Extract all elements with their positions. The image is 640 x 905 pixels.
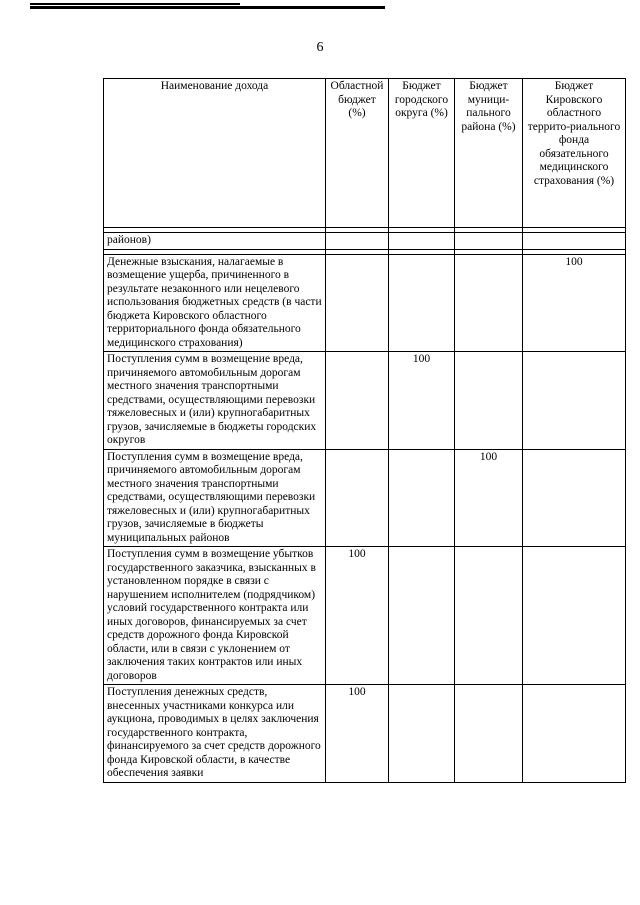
row-name: районов) <box>104 233 326 250</box>
row-value <box>389 685 455 783</box>
table-row <box>104 685 626 783</box>
row-value <box>389 449 455 547</box>
row-value <box>326 352 389 450</box>
scan-artifact-line <box>30 6 385 9</box>
row-value: 100 <box>389 352 455 450</box>
row-value <box>326 449 389 547</box>
row-value: 100 <box>455 449 523 547</box>
row-value: 100 <box>326 685 389 783</box>
row-value <box>389 254 455 352</box>
scan-artifact-line-short <box>30 3 240 5</box>
row-value: 100 <box>326 547 389 685</box>
row-name: Денежные взыскания, налагаемые в возмещение ущерба, причиненного в результате незаконного или нецелевого использования бюджетных средств (в части бюджета Кировского областного территориального фонда обязательного медицинского страхования) <box>104 254 326 352</box>
header-regional-budget: Областной бюджет (%) <box>326 79 389 228</box>
row-value <box>523 547 626 685</box>
row-value <box>523 352 626 450</box>
row-name: Поступления сумм в возмещение вреда, причиняемого автомобильным дорогам местного значения транспортными средствами, осуществляющими перевозки тяжеловесных и (или) крупногабаритных грузов, зачисляемые в бюджеты городских округов <box>104 352 326 450</box>
row-value: 100 <box>523 254 626 352</box>
row-value <box>455 685 523 783</box>
table-row <box>104 352 626 450</box>
row-value <box>455 352 523 450</box>
row-name: Поступления сумм в возмещение вреда, причиняемого автомобильным дорогам местного значения транспортными средствами, осуществляющими перевозки тяжеловесных и (или) крупногабаритных грузов, зачисляемые в бюджеты муниципальных районов <box>104 449 326 547</box>
header-revenue-name: Наименование дохода <box>104 79 326 228</box>
table-row <box>104 233 626 250</box>
row-value <box>389 547 455 685</box>
row-value <box>455 547 523 685</box>
row-name: Поступления сумм в возмещение убытков государственного заказчика, взысканных в установленном порядке в связи с нарушением исполнителем (подрядчиком) условий государственного контракта или иных договоров, финансируемых за счет средств дорожного фонда Кировской области, или в связи с уклонением от заключения таких контрактов или иных договоров <box>104 547 326 685</box>
row-value <box>523 233 626 250</box>
table-row <box>104 254 626 352</box>
table-row <box>104 547 626 685</box>
row-value <box>523 449 626 547</box>
page-number: 6 <box>316 40 324 55</box>
row-value <box>326 233 389 250</box>
header-city-district-budget: Бюджет городского округа (%) <box>389 79 455 228</box>
header-municipal-district-budget: Бюджет муници-пального района (%) <box>455 79 523 228</box>
table-header-row <box>104 79 626 228</box>
row-value <box>389 233 455 250</box>
row-value <box>523 685 626 783</box>
header-medical-insurance-fund-budget: Бюджет Кировского областного террито-риального фонда обязательного медицинского страхования (%) <box>523 79 626 228</box>
row-name: Поступления денежных средств, внесенных участниками конкурса или аукциона, проводимых в целях заключения государственного контракта, финансируемого за счет средств дорожного фонда Кировской области, в качестве обеспечения заявки <box>104 685 326 783</box>
revenue-distribution-table <box>103 78 626 783</box>
table-row <box>104 449 626 547</box>
row-value <box>455 254 523 352</box>
row-value <box>455 233 523 250</box>
row-value <box>326 254 389 352</box>
